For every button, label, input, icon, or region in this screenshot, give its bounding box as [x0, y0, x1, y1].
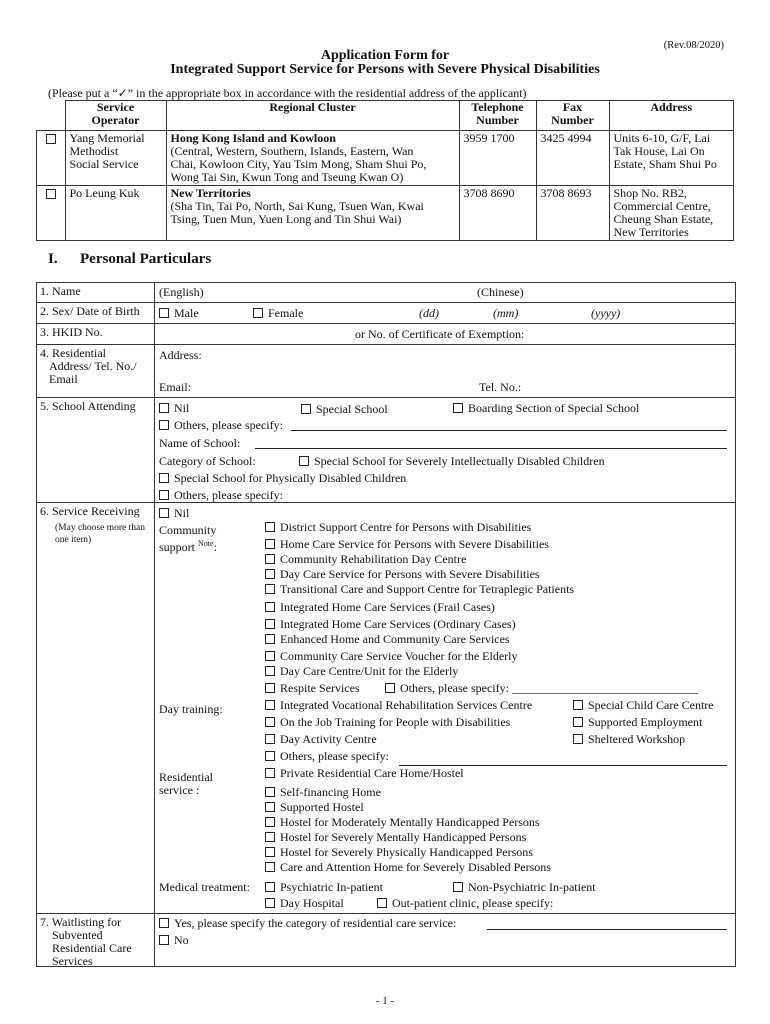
label-waitlist: 7. Waitlisting for Subvented Residential Care Services — [37, 914, 155, 966]
outpatient-clinic-checkbox[interactable]: Out-patient clinic, please specify: — [377, 896, 553, 911]
header-telephone: Telephone Number — [459, 101, 536, 131]
checkbox-icon — [265, 717, 275, 727]
checkbox-icon — [385, 683, 395, 693]
revision-label: (Rev.08/2020) — [663, 40, 724, 51]
school-others-checkbox[interactable]: Others, please specify: — [159, 418, 283, 433]
residential-item-checkbox[interactable]: Self-financing Home — [265, 785, 381, 800]
category-pd-checkbox[interactable]: Special School for Physically Disabled Children — [159, 471, 406, 486]
checkbox-icon — [265, 619, 275, 629]
checkbox-icon — [265, 602, 275, 612]
header-fax: Fax Number — [536, 101, 609, 131]
checkbox-icon — [265, 651, 275, 661]
waitlist-yes-checkbox[interactable]: Yes, please specify the category of residential care service: — [159, 916, 456, 931]
residential-service-label: Residential service : — [159, 770, 213, 797]
checkbox-icon — [265, 832, 275, 842]
residential-item-checkbox[interactable]: Hostel for Severely Mentally Handicapped Persons — [265, 830, 526, 845]
community-item-checkbox[interactable]: Integrated Home Care Services (Ordinary Cases) — [265, 617, 516, 632]
community-support-label: Community support $^{Note}$: — [159, 523, 217, 554]
label-residential: 4. Residential Address/ Tel. No./ Email — [37, 345, 155, 397]
checkbox-icon — [265, 634, 275, 644]
day-training-item-checkbox[interactable]: Integrated Vocational Rehabilitation Services Centre — [265, 698, 532, 713]
email-field[interactable]: Email: — [159, 380, 191, 394]
label-sex-dob: 2. Sex/ Date of Birth — [37, 303, 155, 323]
checkbox-icon — [265, 522, 275, 532]
residential-item-checkbox[interactable]: Hostel for Severely Physically Handicapped Persons — [265, 845, 533, 860]
checkbox-icon — [265, 734, 275, 744]
name-english-field[interactable]: (English) — [159, 285, 204, 299]
checkbox-icon — [573, 700, 583, 710]
day-hospital-checkbox[interactable]: Day Hospital — [265, 896, 344, 911]
checkbox-icon — [265, 539, 275, 549]
category-sid-checkbox[interactable]: Special School for Severely Intellectually Disabled Children — [299, 454, 605, 469]
row-sex-dob — [37, 302, 735, 323]
community-item-checkbox[interactable]: Community Care Service Voucher for the Elderly — [265, 649, 518, 664]
service-row-new-territories: Po Leung Kuk New Territories (Sha Tin, Tai Po, North, Sai Kung, Tsuen Wan, Kwai Tsing, Tuen Mun, Yuen Long and Tin Shui Wai) 3708 8690 3708 8693 Shop No. RB2, Commercial Centre, Cheung Shan Estate, New Territories — [37, 186, 734, 241]
special-school-checkbox[interactable]: Special School — [301, 402, 388, 417]
community-item-checkbox[interactable]: Integrated Home Care Services (Frail Cases) — [265, 600, 495, 615]
header-service-operator: Service Operator — [65, 101, 166, 131]
residential-item-checkbox[interactable]: Care and Attention Home for Severely Disabled Persons — [265, 860, 551, 875]
residential-item-checkbox[interactable]: Private Residential Care Home/Hostel — [265, 766, 464, 781]
label-school: 5. School Attending — [37, 398, 155, 502]
dob-month-field[interactable]: (mm) — [493, 306, 519, 320]
day-training-item-checkbox[interactable]: Others, please specify: — [265, 749, 389, 764]
checkbox-hk-kowloon[interactable] — [37, 131, 66, 186]
row-school — [37, 397, 735, 502]
personal-particulars-form — [36, 282, 736, 967]
checkbox-icon — [265, 700, 275, 710]
row-service — [37, 502, 735, 913]
community-item-checkbox[interactable]: Home Care Service for Persons with Severe Disabilities — [265, 537, 549, 552]
female-checkbox[interactable]: Female — [253, 306, 303, 321]
form-title-line2: Integrated Support Service for Persons with Severe Physical Disabilities — [170, 62, 600, 77]
address-field[interactable]: Address: — [159, 348, 202, 362]
residential-item-checkbox[interactable]: Supported Hostel — [265, 800, 364, 815]
checkbox-icon — [265, 787, 275, 797]
school-nil-checkbox[interactable]: Nil — [159, 401, 189, 416]
label-name: 1. Name — [37, 283, 155, 302]
waitlist-no-checkbox[interactable]: No — [159, 933, 189, 948]
checkbox-icon — [265, 768, 275, 778]
checkbox-icon — [265, 751, 275, 761]
service-nil-checkbox[interactable]: Nil — [159, 506, 189, 521]
residential-item-checkbox[interactable]: Hostel for Moderately Mentally Handicapped Persons — [265, 815, 540, 830]
category-label: Category of School: — [159, 454, 256, 468]
medical-treatment-label: Medical treatment: — [159, 880, 250, 894]
day-training-item-checkbox[interactable]: Sheltered Workshop — [573, 732, 685, 747]
row-residential — [37, 344, 735, 397]
exemption-cert-field[interactable]: or No. of Certificate of Exemption: — [355, 327, 525, 341]
checkbox-icon — [265, 817, 275, 827]
non-psychiatric-inpatient-checkbox[interactable]: Non-Psychiatric In-patient — [453, 880, 596, 895]
checkbox-icon — [265, 802, 275, 812]
community-item-checkbox[interactable]: Enhanced Home and Community Care Services — [265, 632, 510, 647]
day-training-item-checkbox[interactable]: Day Activity Centre — [265, 732, 377, 747]
header-regional-cluster: Regional Cluster — [166, 101, 459, 131]
community-item-checkbox[interactable]: Transitional Care and Support Centre for Tetraplegic Patients — [265, 582, 574, 597]
page-number: - 1 - — [375, 995, 395, 1007]
checkbox-icon — [573, 717, 583, 727]
dob-year-field[interactable]: (yyyy) — [591, 306, 621, 320]
label-hkid: 3. HKID No. — [37, 324, 155, 344]
school-others-line[interactable] — [291, 430, 727, 431]
instruction-note: (Please put a “✓” in the appropriate box in accordance with the residential address of the applicant) — [48, 86, 527, 100]
waitlist-category-line[interactable] — [487, 929, 727, 930]
service-row-hk-kowloon: Yang Memorial Methodist Social Service Hong Kong Island and Kowloon (Central, Western, Southern, Islands, Eastern, Wan Chai, Kowloon City, Yau Tsim Mong, Sham Shui Po, Wong Tai Sin, Kwun Tong and Tseung Kwan O) 3959 1700 3425 4994 Units 6-10, G/F, Lai Tak House, Lai On Estate, Sham Shui Po — [37, 131, 734, 186]
checkbox-icon — [265, 554, 275, 564]
checkbox-icon — [265, 862, 275, 872]
label-service: 6. Service Receiving (May choose more than one item) — [37, 503, 155, 913]
community-others-checkbox[interactable]: Others, please specify: _______________________________ — [385, 681, 698, 696]
community-item-checkbox[interactable]: Day Care Service for Persons with Severe Disabilities — [265, 567, 540, 582]
name-of-school-line[interactable] — [255, 448, 727, 449]
service-operator-table — [36, 100, 734, 241]
day-training-label: Day training: — [159, 702, 223, 716]
row-name — [37, 282, 735, 302]
checkbox-icon — [265, 666, 275, 676]
category-others-checkbox[interactable]: Others, please specify: — [159, 488, 283, 503]
day-training-item-checkbox[interactable]: On the Job Training for People with Disabilities — [265, 715, 510, 730]
day-training-item-checkbox[interactable]: Special Child Care Centre — [573, 698, 714, 713]
checkbox-icon — [573, 734, 583, 744]
row-hkid — [37, 323, 735, 344]
checkbox-icon — [265, 847, 275, 857]
boarding-section-checkbox[interactable]: Boarding Section of Special School — [453, 401, 639, 416]
row-waitlist — [37, 913, 735, 966]
community-item-checkbox[interactable]: District Support Centre for Persons with Disabilities — [265, 520, 531, 535]
service-note: (May choose more than one item) — [55, 523, 145, 545]
checkbox-new-territories[interactable] — [37, 186, 66, 241]
checkbox-icon — [265, 683, 275, 693]
name-of-school-label: Name of School: — [159, 436, 241, 450]
tel-field[interactable]: Tel. No.: — [479, 380, 522, 394]
community-item-checkbox[interactable]: Respite Services — [265, 681, 360, 696]
dob-day-field[interactable]: (dd) — [419, 306, 439, 320]
male-checkbox[interactable]: Male — [159, 306, 199, 321]
checkbox-icon — [265, 584, 275, 594]
name-chinese-field[interactable]: (Chinese) — [477, 285, 524, 299]
header-address: Address — [609, 101, 734, 131]
section-heading: I. Personal Particulars — [48, 251, 212, 267]
psychiatric-inpatient-checkbox[interactable]: Psychiatric In-patient — [265, 880, 383, 895]
day-training-item-checkbox[interactable]: Supported Employment — [573, 715, 702, 730]
form-title-line1: Application Form for — [320, 48, 450, 63]
checkbox-icon — [265, 569, 275, 579]
community-item-checkbox[interactable]: Community Rehabilitation Day Centre — [265, 552, 466, 567]
community-item-checkbox[interactable]: Day Care Centre/Unit for the Elderly — [265, 664, 458, 679]
